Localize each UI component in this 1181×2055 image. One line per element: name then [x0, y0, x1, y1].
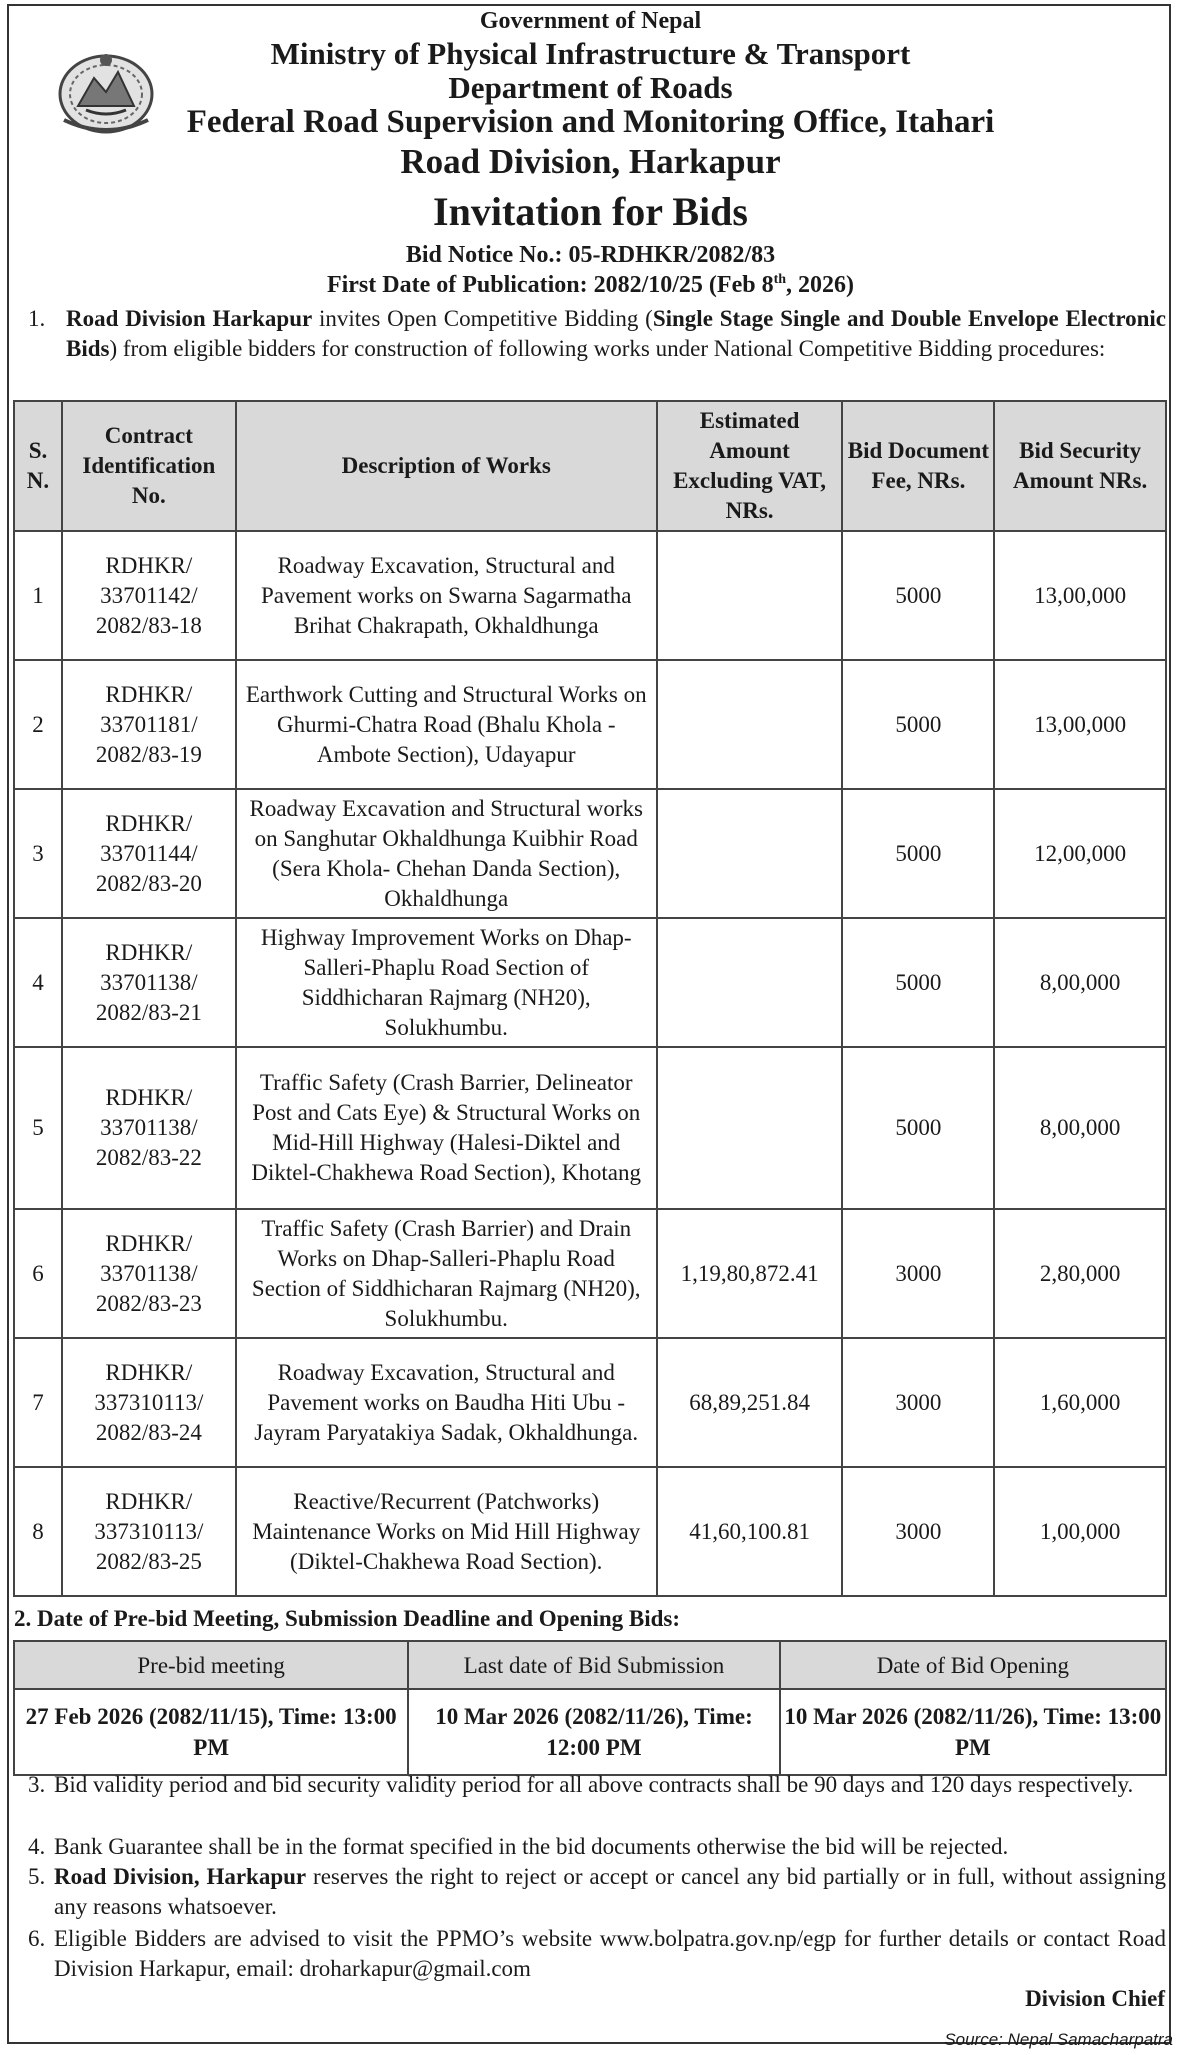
table-row: [14, 918, 1166, 1047]
dates-table: [13, 1640, 1167, 1776]
table-row: [14, 531, 1166, 660]
cell-bid-security: 13,00,000: [994, 660, 1166, 789]
cell-estimated-amount: 1,19,80,872.41: [657, 1209, 843, 1338]
cell-contract-id: RDHKR/ 33701138/ 2082/83-21: [62, 918, 236, 1047]
cell-description: Earthwork Cutting and Structural Works on Ghurmi-Chatra Road (Bhalu Khola - Ambote Section), Udayapur: [236, 660, 657, 789]
header-bid-opening: Date of Bid Opening: [780, 1641, 1166, 1689]
publication-date: First Date of Publication: 2082/10/25 (Feb 8th, 2026): [326, 272, 855, 298]
cell-document-fee: 5000: [842, 1047, 994, 1209]
cell-estimated-amount: 68,89,251.84: [657, 1338, 843, 1467]
cell-description: Traffic Safety (Crash Barrier) and Drain Works on Dhap-Salleri-Phaplu Road Section of Siddhicharan Rajmarg (NH20), Solukhumbu.: [236, 1209, 657, 1338]
cell-sn: 5: [14, 1047, 62, 1209]
note-5: 5. Road Division, Harkapur reserves the right to reject or accept or cancel any bid partially or in full, without assigning any reasons whatsoever.: [28, 1864, 1167, 1919]
cell-description: Traffic Safety (Crash Barrier, Delineator Post and Cats Eye) & Structural Works on Mid-Hill Highway (Halesi-Diktel and Diktel-Chakhewa Road Section), Khotang: [236, 1047, 657, 1209]
dates-table-row: [14, 1689, 1166, 1775]
cell-document-fee: 5000: [842, 789, 994, 918]
cell-bid-security: 8,00,000: [994, 1047, 1166, 1209]
ministry-name: Ministry of Physical Infrastructure & Transport: [270, 36, 911, 71]
cell-sn: 4: [14, 918, 62, 1047]
cell-document-fee: 3000: [842, 1467, 994, 1596]
works-table: [13, 400, 1167, 1597]
cell-document-fee: 5000: [842, 660, 994, 789]
cell-estimated-amount: [657, 1047, 843, 1209]
cell-contract-id: RDHKR/ 33701142/ 2082/83-18: [62, 531, 236, 660]
cell-sn: 3: [14, 789, 62, 918]
header-pre-bid-meeting: Pre-bid meeting: [14, 1641, 408, 1689]
cell-contract-id: RDHKR/ 337310113/ 2082/83-24: [62, 1338, 236, 1467]
signature-division-chief: Division Chief: [1025, 1986, 1165, 2011]
division-name: Road Division, Harkapur: [400, 142, 781, 181]
department-name: Department of Roads: [448, 70, 733, 105]
bid-opening-date: 10 Mar 2026 (2082/11/26), Time: 13:00 PM: [780, 1689, 1166, 1775]
bid-submission-date: 10 Mar 2026 (2082/11/26), Time: 12:00 PM: [408, 1689, 779, 1775]
header-description: Description of Works: [236, 401, 657, 531]
source-credit: Source: Nepal Samacharpatra: [944, 2030, 1173, 2049]
works-table-header: [14, 401, 1166, 531]
cell-bid-security: 13,00,000: [994, 531, 1166, 660]
page-title: Invitation for Bids: [433, 189, 748, 234]
cell-document-fee: 3000: [842, 1338, 994, 1467]
office-name: Federal Road Supervision and Monitoring Office, Itahari: [186, 104, 995, 140]
cell-estimated-amount: [657, 531, 843, 660]
cell-contract-id: RDHKR/ 33701144/ 2082/83-20: [62, 789, 236, 918]
cell-bid-security: 1,60,000: [994, 1338, 1166, 1467]
cell-estimated-amount: [657, 918, 843, 1047]
cell-document-fee: 5000: [842, 918, 994, 1047]
table-row: [14, 1338, 1166, 1467]
cell-estimated-amount: 41,60,100.81: [657, 1467, 843, 1596]
cell-contract-id: RDHKR/ 33701138/ 2082/83-22: [62, 1047, 236, 1209]
cell-sn: 6: [14, 1209, 62, 1338]
cell-document-fee: 3000: [842, 1209, 994, 1338]
cell-document-fee: 5000: [842, 531, 994, 660]
cell-contract-id: RDHKR/ 337310113/ 2082/83-25: [62, 1467, 236, 1596]
header-contract-id: Contract Identification No.: [62, 401, 236, 531]
cell-description: Roadway Excavation, Structural and Pavement works on Baudha Hiti Ubu - Jayram Paryatakiya Sadak, Okhaldhunga.: [236, 1338, 657, 1467]
cell-bid-security: 12,00,000: [994, 789, 1166, 918]
table-row: [14, 1467, 1166, 1596]
cell-sn: 7: [14, 1338, 62, 1467]
cell-contract-id: RDHKR/ 33701138/ 2082/83-23: [62, 1209, 236, 1338]
header-bid-security: Bid Security Amount NRs.: [994, 401, 1166, 531]
cell-estimated-amount: [657, 660, 843, 789]
table-row: [14, 1209, 1166, 1338]
cell-sn: 1: [14, 531, 62, 660]
cell-contract-id: RDHKR/ 33701181/ 2082/83-19: [62, 660, 236, 789]
header-document-fee: Bid Document Fee, NRs.: [842, 401, 994, 531]
cell-estimated-amount: [657, 789, 843, 918]
cell-bid-security: 2,80,000: [994, 1209, 1166, 1338]
dates-table-header: [14, 1641, 1166, 1689]
cell-sn: 8: [14, 1467, 62, 1596]
table-row: [14, 1047, 1166, 1209]
cell-description: Reactive/Recurrent (Patchworks) Maintenance Works on Mid Hill Highway (Diktel-Chakhewa Road Section).: [236, 1467, 657, 1596]
table-row: [14, 660, 1166, 789]
government-name: Government of Nepal: [479, 8, 702, 34]
section-2-title: 2. Date of Pre-bid Meeting, Submission Deadline and Opening Bids:: [14, 1606, 681, 1631]
header-sn: S. N.: [14, 401, 62, 531]
cell-description: Roadway Excavation, Structural and Pavement works on Swarna Sagarmatha Brihat Chakrapath, Okhaldhunga: [236, 531, 657, 660]
pre-bid-meeting-date: 27 Feb 2026 (2082/11/15), Time: 13:00 PM: [14, 1689, 408, 1775]
cell-bid-security: 8,00,000: [994, 918, 1166, 1047]
cell-description: Roadway Excavation and Structural works on Sanghutar Okhaldhunga Kuibhir Road (Sera Khola- Chehan Danda Section), Okhaldhunga: [236, 789, 657, 918]
table-row: [14, 789, 1166, 918]
note-3: 3. Bid validity period and bid security validity period for all above contracts shall be 90 days and 120 days respectively.: [28, 1772, 1134, 1797]
header-estimated-amount: Estimated Amount Excluding VAT, NRs.: [657, 401, 843, 531]
bid-notice-number: Bid Notice No.: 05-RDHKR/2082/83: [405, 242, 776, 268]
cell-sn: 2: [14, 660, 62, 789]
cell-bid-security: 1,00,000: [994, 1467, 1166, 1596]
note-6: 6. Eligible Bidders are advised to visit the PPMO’s website www.bolpatra.gov.np/egp for further details or contact Road Division Harkapur, email: droharkapur@gmail.com: [28, 1926, 1166, 1981]
cell-description: Highway Improvement Works on Dhap-Salleri-Phaplu Road Section of Siddhicharan Rajmarg (NH20), Solukhumbu.: [236, 918, 657, 1047]
header-bid-submission: Last date of Bid Submission: [408, 1641, 779, 1689]
intro-paragraph: 1. Road Division Harkapur invites Open Competitive Bidding (Single Stage Single and Double Envelope Electronic Bids) from eligible bidders for construction of following works under National Competitive Bidding procedures:: [28, 306, 1167, 361]
note-4: 4. Bank Guarantee shall be in the format specified in the bid documents otherwise the bid will be rejected.: [28, 1834, 1009, 1859]
